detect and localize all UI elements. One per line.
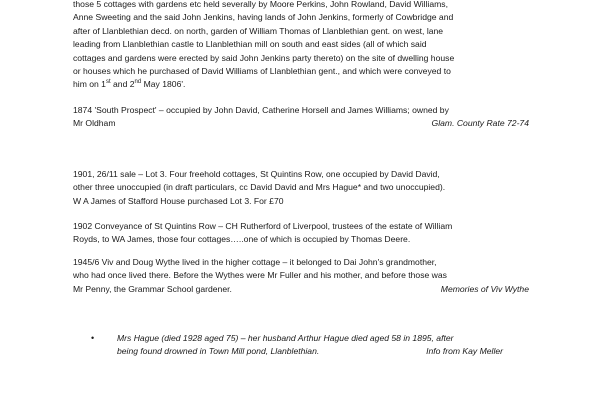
info-credit: Info from Kay Meller bbox=[426, 346, 503, 357]
source-citation: Memories of Viv Wythe bbox=[440, 283, 529, 294]
entry-line: 1874 'South Prospect' – occupied by John David, Catherine Horsell and James Williams; owned by bbox=[73, 105, 449, 115]
entry-line: W A James of Stafford House purchased Lot 3. For £70 bbox=[73, 195, 284, 206]
entry-1945 bbox=[73, 256, 529, 296]
entry-1901 bbox=[73, 168, 529, 208]
entry-line: 1901, 26/11 sale – Lot 3. Four freehold cottages, St Quintins Row, one occupied by David David, bbox=[73, 169, 440, 179]
entry-1874 bbox=[73, 104, 529, 131]
paragraph-line: or houses which he purchased of David Williams of Llanblethian gent., and which were conveyed to bbox=[73, 66, 451, 77]
entry-1902 bbox=[73, 220, 529, 247]
text-run: and 2 bbox=[110, 79, 135, 90]
footnote-line-with-source bbox=[117, 345, 517, 358]
paragraph-line: cottages and gardens were erected by said John Jenkins party thereto) on the site of dwelling house bbox=[73, 52, 455, 63]
entry-text: Mr Oldham bbox=[73, 118, 116, 129]
paragraph-line: Anne Sweeting and the said John Jenkins, having lands of John Jenkins, formerly of Cowbridge and bbox=[73, 12, 454, 23]
source-citation: Glam. County Rate 72-74 bbox=[431, 118, 529, 129]
footnote-text: being found drowned in Town Mill pond, Llanblethian. bbox=[117, 346, 320, 357]
paragraph-line: after of Llanblethian decd. on north, garden of William Thomas of Llanblethian gent. on west, lane bbox=[73, 25, 444, 36]
entry-line: 1945/6 Viv and Doug Wythe lived in the higher cottage – it belonged to Dai John's grandmother, bbox=[73, 257, 437, 267]
entry-line: other three unoccupied (in draft particulars, cc David David and Mrs Hague* and two unoccupied). bbox=[73, 182, 446, 193]
footnote bbox=[117, 332, 517, 359]
paragraph-line: those 5 cottages with gardens etc held severally by Moore Perkins, John Rowland, David Williams, bbox=[73, 0, 448, 9]
entry-line-with-source bbox=[73, 283, 529, 296]
text-run: him on 1 bbox=[73, 79, 106, 90]
ordinal-suffix: nd bbox=[134, 79, 142, 86]
entry-line: 1902 Conveyance of St Quintins Row – CH Rutherford of Liverpool, trustees of the estate of William bbox=[73, 221, 453, 231]
entry-line-with-source bbox=[73, 117, 529, 130]
paragraph-line: leading from Llanblethian castle to Llanblethian mill on south and east sides (all of which said bbox=[73, 39, 427, 50]
deed-paragraph bbox=[73, 0, 529, 92]
entry-text: Mr Penny, the Grammar School gardener. bbox=[73, 283, 232, 294]
entry-line: Royds, to WA James, those four cottages…..one of which is occupied by Thomas Deere. bbox=[73, 234, 411, 245]
paragraph-line bbox=[73, 78, 529, 91]
footnote-line: Mrs Hague (died 1928 aged 75) – her husband Arthur Hague died aged 58 in 1895, after bbox=[117, 333, 454, 343]
bullet-icon: • bbox=[91, 333, 95, 343]
ordinal-suffix: st bbox=[105, 79, 111, 86]
entry-line: who had once lived there. Before the Wythes were Mr Fuller and his mother, and before those was bbox=[73, 270, 447, 281]
text-run: May 1806'. bbox=[141, 79, 186, 90]
